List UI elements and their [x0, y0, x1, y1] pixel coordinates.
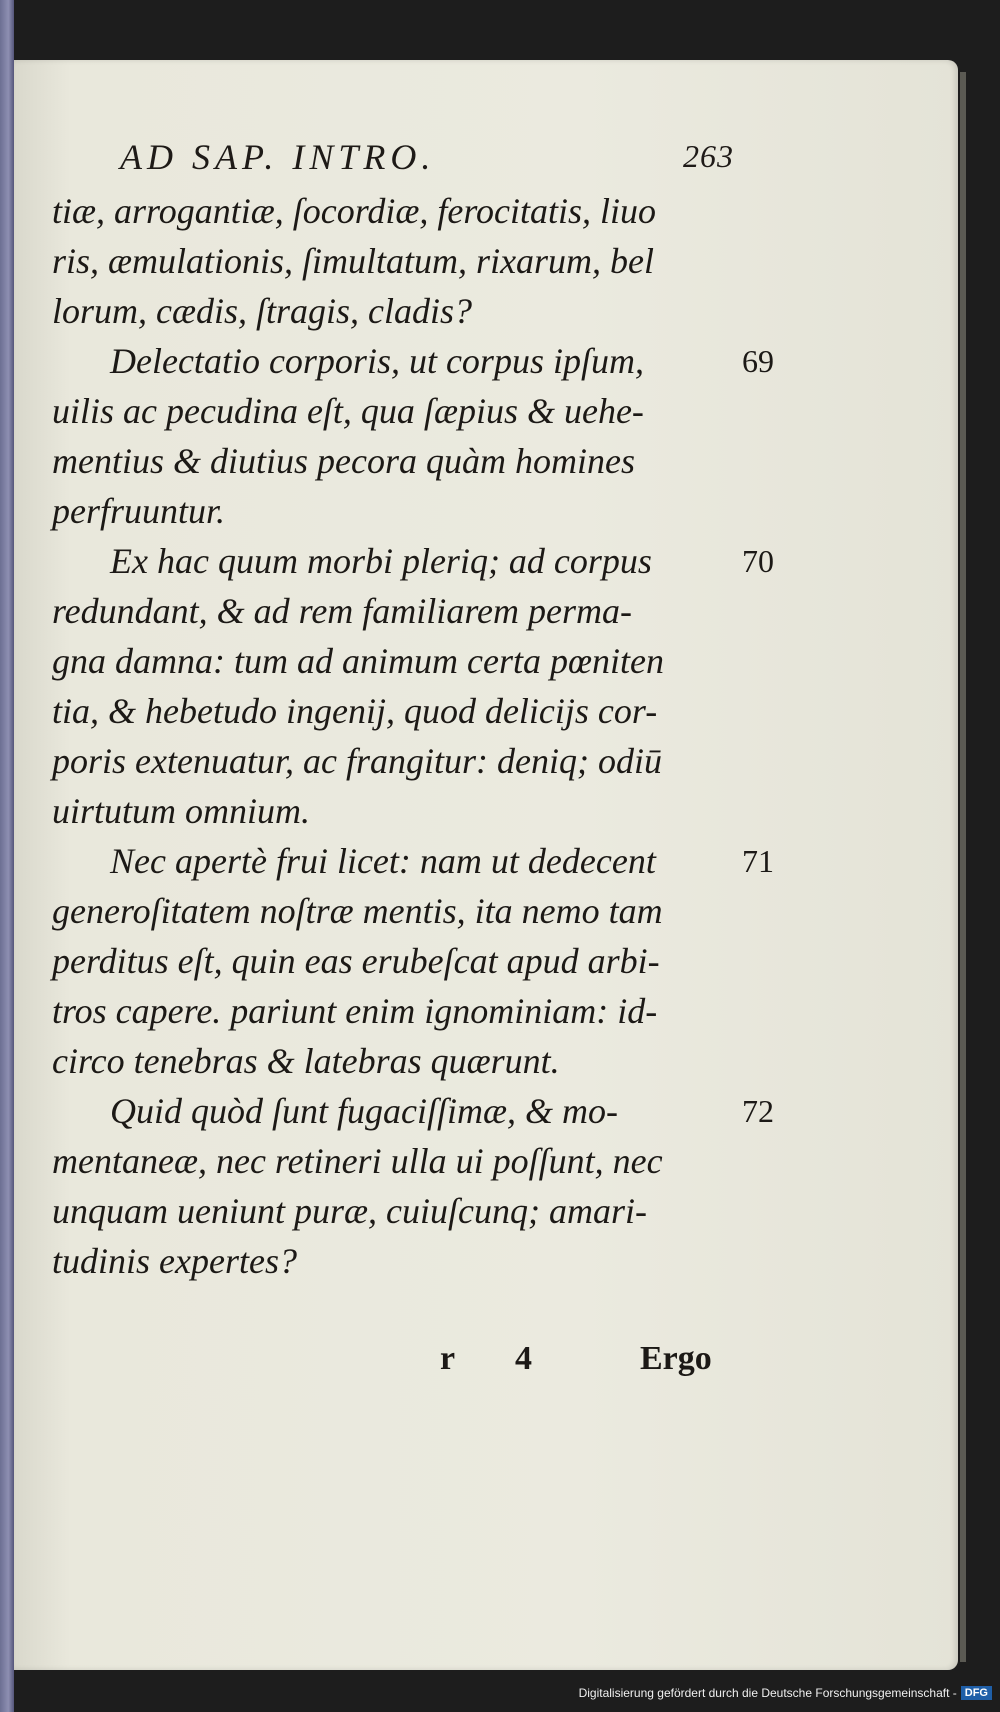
paragraph-69 — [52, 336, 774, 536]
text-line: uirtutum omnium. — [52, 791, 311, 831]
text-line: Nec apertè frui licet: nam ut dedecent — [110, 841, 656, 881]
text-line: mentius & diutius pecora quàm homines — [52, 441, 635, 481]
text-line: tia, & hebetudo ingenij, quod delicijs cor- — [52, 691, 658, 731]
running-head-title: AD SAP. INTRO. — [120, 137, 436, 177]
text-line: perfruuntur. — [52, 491, 226, 531]
paragraph-1 — [52, 186, 742, 336]
text-line: redundant, & ad rem familiarem perma- — [52, 591, 632, 631]
body-text — [52, 186, 774, 1286]
text-line: tros capere. pariunt enim ignominiam: id- — [52, 991, 658, 1031]
paragraph-71 — [52, 836, 774, 1086]
dfg-logo: DFG — [961, 1686, 992, 1700]
margin-number: 72 — [742, 1093, 774, 1129]
digitization-credit — [579, 1682, 992, 1704]
book-spine — [0, 0, 14, 1712]
credit-text: Digitalisierung gefördert durch die Deutsche Forschungsgemeinschaft - — [578, 1686, 957, 1700]
margin-number: 69 — [742, 343, 774, 379]
text-line: tudinis expertes? — [52, 1241, 297, 1281]
paragraph-70 — [52, 536, 774, 836]
text-line: lorum, cædis, ſtragis, cladis? — [52, 291, 473, 331]
text-line: gna damna: tum ad animum certa pœniten — [52, 641, 664, 681]
text-line: ris, æmulationis, ſimultatum, rixarum, bel — [52, 241, 655, 281]
margin-number: 71 — [742, 843, 774, 879]
text-line: Quid quòd ſunt fugaciſſimæ, & mo- — [110, 1091, 618, 1131]
text-line: generoſitatem noſtræ mentis, ita nemo tam — [52, 891, 663, 931]
text-line: tiæ, arrogantiæ, ſocordiæ, ferocitatis, liuo — [52, 191, 657, 231]
margin-number: 70 — [742, 543, 774, 579]
paragraph-72 — [52, 1086, 774, 1286]
text-line: Delectatio corporis, ut corpus ipſum, — [110, 341, 644, 381]
running-head — [120, 136, 740, 186]
text-line: Ex hac quum morbi pleriq; ad corpus — [110, 541, 652, 581]
text-line: mentaneæ, nec retineri ulla ui poſſunt, nec — [52, 1141, 663, 1181]
signature-mark: r 4 — [440, 1340, 558, 1377]
text-line: uilis ac pecudina eſt, qua ſæpius & uehe- — [52, 391, 644, 431]
text-line: poris extenuatur, ac frangitur: deniq; odiū — [52, 741, 662, 781]
text-line: unquam ueniunt puræ, cuiuſcunq; amari- — [52, 1191, 647, 1231]
text-line: perditus eſt, quin eas erubeſcat apud arbi- — [52, 941, 660, 981]
text-line: circo tenebras & latebras quærunt. — [52, 1041, 560, 1081]
page-number: 263 — [683, 138, 734, 174]
catchword: Ergo — [640, 1340, 712, 1377]
page-edge — [960, 72, 966, 1662]
